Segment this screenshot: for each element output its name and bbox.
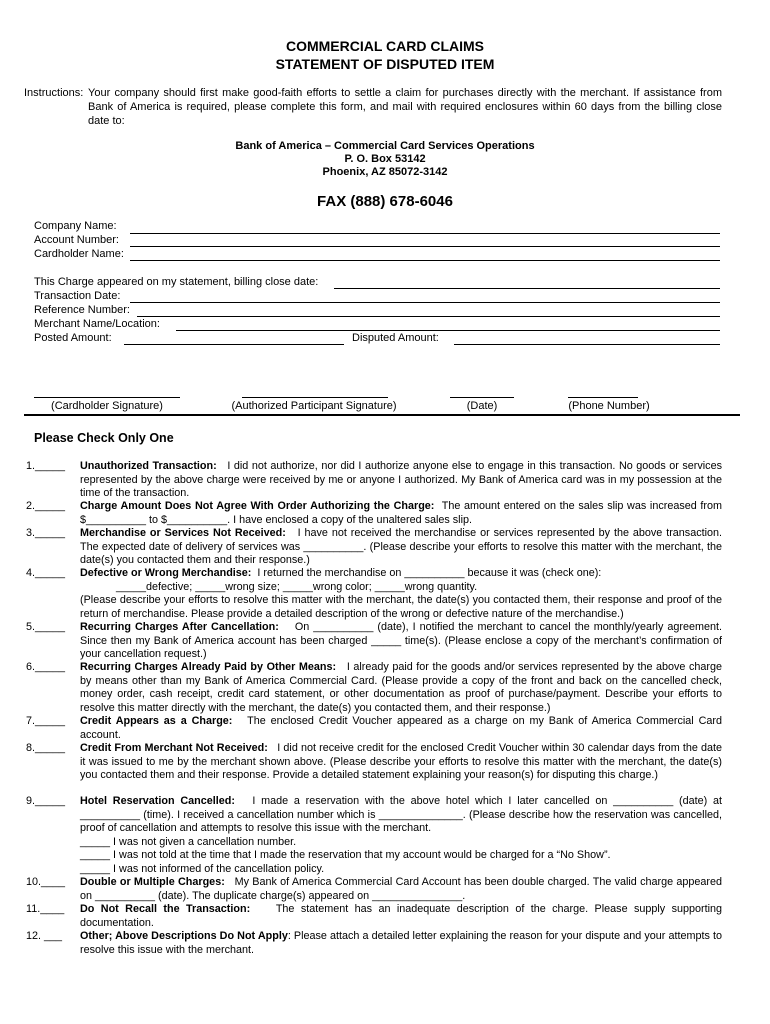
item-title: Do Not Recall the Transaction: xyxy=(80,903,251,915)
item-checkbox-8[interactable]: 8._____ xyxy=(26,742,66,754)
participant-signature-line[interactable] xyxy=(242,397,388,398)
item-text: The statement has an inadequate description of the charge. Please supply supporting documentation. xyxy=(80,903,723,929)
item-title: Defective or Wrong Merchandise: xyxy=(80,567,252,579)
fax-number: FAX (888) 678-6046 xyxy=(317,193,453,210)
item-note: (Please describe your efforts to resolve this matter with the merchant, the date(s) you contacted them, their response and proof of the return of merchandise. Please provide a detailed description of the wrong or defective nature of the merchandise.) xyxy=(80,594,722,620)
reference-number-field[interactable] xyxy=(137,316,720,317)
item-suboption[interactable]: _____ I was not given a cancellation number. xyxy=(80,835,297,848)
instructions-label: Instructions: xyxy=(24,87,84,99)
form-title-line2: STATEMENT OF DISPUTED ITEM xyxy=(275,56,495,72)
item-suboption[interactable]: _____ I was not told at the time that I made the reservation that my account would be charged for a “No Show”. xyxy=(80,849,611,861)
item-title: Credit Appears as a Charge: xyxy=(80,715,233,727)
disputed-amount-field[interactable] xyxy=(454,344,720,345)
item-options: _____defective; _____wrong size; _____wrong color; _____wrong quantity. xyxy=(116,580,478,593)
cardholder-name-field[interactable] xyxy=(130,260,720,261)
item-text: The amount entered on the sales slip was increased from $__________ to $__________. I have enclosed a copy of the unaltered sales slip. xyxy=(80,500,722,526)
item-title: Unauthorized Transaction: xyxy=(80,460,217,472)
phone-signature-line[interactable] xyxy=(568,397,638,398)
posted-amount-label: Posted Amount: xyxy=(34,332,112,344)
item-suboption[interactable]: _____ I was not informed of the cancellation policy. xyxy=(80,862,325,875)
item-title: Charge Amount Does Not Agree With Order Authorizing the Charge: xyxy=(80,500,435,512)
item-text: I have not received the merchandise or services represented by the above transaction. The expected date of delivery of services was __________. (Please describe your efforts to resolve this matter with the merchant, the date(s) you contacted them and their response.) xyxy=(80,527,723,566)
item-text: My Bank of America Commercial Card Account has been double charged. The valid charge appeared on __________ (date). The duplicate charge(s) appeared on _______________. xyxy=(80,876,722,902)
item-title: Merchandise or Services Not Received: xyxy=(80,527,286,539)
item-title: Recurring Charges After Cancellation: xyxy=(80,621,279,633)
section-divider xyxy=(24,414,740,416)
item-title: Hotel Reservation Cancelled: xyxy=(80,795,235,807)
account-number-field[interactable] xyxy=(130,246,720,247)
address-line3: Phoenix, AZ 85072-3142 xyxy=(322,166,448,178)
cardholder-signature-label: (Cardholder Signature) xyxy=(51,400,163,412)
company-name-field[interactable] xyxy=(130,233,720,234)
item-checkbox-2[interactable]: 2._____ xyxy=(26,500,66,512)
item-text: I already paid for the goods and/or services represented by the above charge by means other than my Bank of America Commercial Card. (Please provide a copy of the front and back on the cancelled check, money order, cash receipt, credit card statement, or other documentation as proof of purchase/payment. Describe your efforts to resolve this matter directly with the merchant, the date(s) you contacted them, and their response.) xyxy=(80,661,722,714)
item-text: The enclosed Credit Voucher appeared as a charge on my Bank of America Commercial Card account. xyxy=(80,715,722,741)
item-title: Credit From Merchant Not Received: xyxy=(80,742,268,754)
billing-close-date-field[interactable] xyxy=(334,288,720,289)
item-checkbox-4[interactable]: 4._____ xyxy=(26,567,66,579)
item-text: I did not receive credit for the enclosed Credit Voucher within 30 calendar days from the date it was issued to me by the merchant shown above. (Please describe your efforts to resolve this matter with the merchant, the date(s) you contacted them and their response. Provide a detailed statement explaining your reason(s) for disputing this charge.) xyxy=(80,742,723,781)
item-text: : Please attach a detailed letter explaining the reason for your dispute and your attempts to resolve this issue with the merchant. xyxy=(80,930,722,956)
form-title-line1: COMMERCIAL CARD CLAIMS xyxy=(285,38,485,54)
participant-signature-label: (Authorized Participant Signature) xyxy=(231,400,397,412)
transaction-date-field[interactable] xyxy=(130,302,720,303)
item-checkbox-6[interactable]: 6._____ xyxy=(26,661,66,673)
item-text: On __________ (date), I notified the merchant to cancel the monthly/yearly agreement. Since then my Bank of America account has been charged _____ time(s). (Please enclose a copy of the merchant’s confirmation of your cancellation request.) xyxy=(80,621,722,660)
account-number-label: Account Number: xyxy=(34,234,119,246)
date-signature-label: (Date) xyxy=(466,400,498,412)
item-title: Other; Above Descriptions Do Not Apply xyxy=(80,930,288,942)
transaction-date-label: Transaction Date: xyxy=(34,290,121,302)
item-checkbox-7[interactable]: 7._____ xyxy=(26,715,66,727)
item-text: I returned the merchandise on __________ because it was (check one): xyxy=(257,567,602,579)
merchant-name-label: Merchant Name/Location: xyxy=(34,318,160,330)
disputed-amount-label: Disputed Amount: xyxy=(352,332,439,344)
address-line1: Bank of America – Commercial Card Services Operations xyxy=(235,140,535,152)
item-checkbox-9[interactable]: 9._____ xyxy=(26,795,66,807)
instructions-text: Your company should first make good-faith efforts to settle a claim for purchases directly with the merchant. If assistance from Bank of America is required, please complete this form, and mail with required enclosures within 60 days from the billing close date to: xyxy=(88,87,722,127)
item-title: Double or Multiple Charges: xyxy=(80,876,225,888)
item-text: I did not authorize, nor did I authorize anyone else to engage in this transaction. No goods or services represented by the above charge were received by me or anyone I authorized. My Bank of America card was in my possession at the time of the transaction. xyxy=(80,460,722,499)
item-checkbox-10[interactable]: 10.____ xyxy=(26,876,66,888)
item-text: I made a reservation with the above hotel which I later cancelled on __________ (date) at __________ (time). I received a cancellation number which is ______________. (Please describe how the reservation was cancelled, proof of cancellation and attempts to resolve this issue with the merchant. xyxy=(80,795,723,834)
cardholder-signature-line[interactable] xyxy=(34,397,180,398)
check-only-one-heading: Please Check Only One xyxy=(34,431,174,445)
item-checkbox-12[interactable]: 12. ___ xyxy=(26,930,63,942)
date-signature-line[interactable] xyxy=(450,397,514,398)
item-checkbox-3[interactable]: 3._____ xyxy=(26,527,66,539)
item-title: Recurring Charges Already Paid by Other Means: xyxy=(80,661,337,673)
address-line2: P. O. Box 53142 xyxy=(344,153,426,165)
item-checkbox-1[interactable]: 1._____ xyxy=(26,460,66,472)
posted-amount-field[interactable] xyxy=(124,344,344,345)
company-name-label: Company Name: xyxy=(34,220,117,232)
cardholder-name-label: Cardholder Name: xyxy=(34,248,124,260)
item-checkbox-5[interactable]: 5._____ xyxy=(26,621,66,633)
phone-signature-label: (Phone Number) xyxy=(568,400,650,412)
reference-number-label: Reference Number: xyxy=(34,304,130,316)
merchant-name-field[interactable] xyxy=(176,330,720,331)
billing-close-date-label: This Charge appeared on my statement, billing close date: xyxy=(34,276,319,288)
item-checkbox-11[interactable]: 11.____ xyxy=(26,903,65,915)
